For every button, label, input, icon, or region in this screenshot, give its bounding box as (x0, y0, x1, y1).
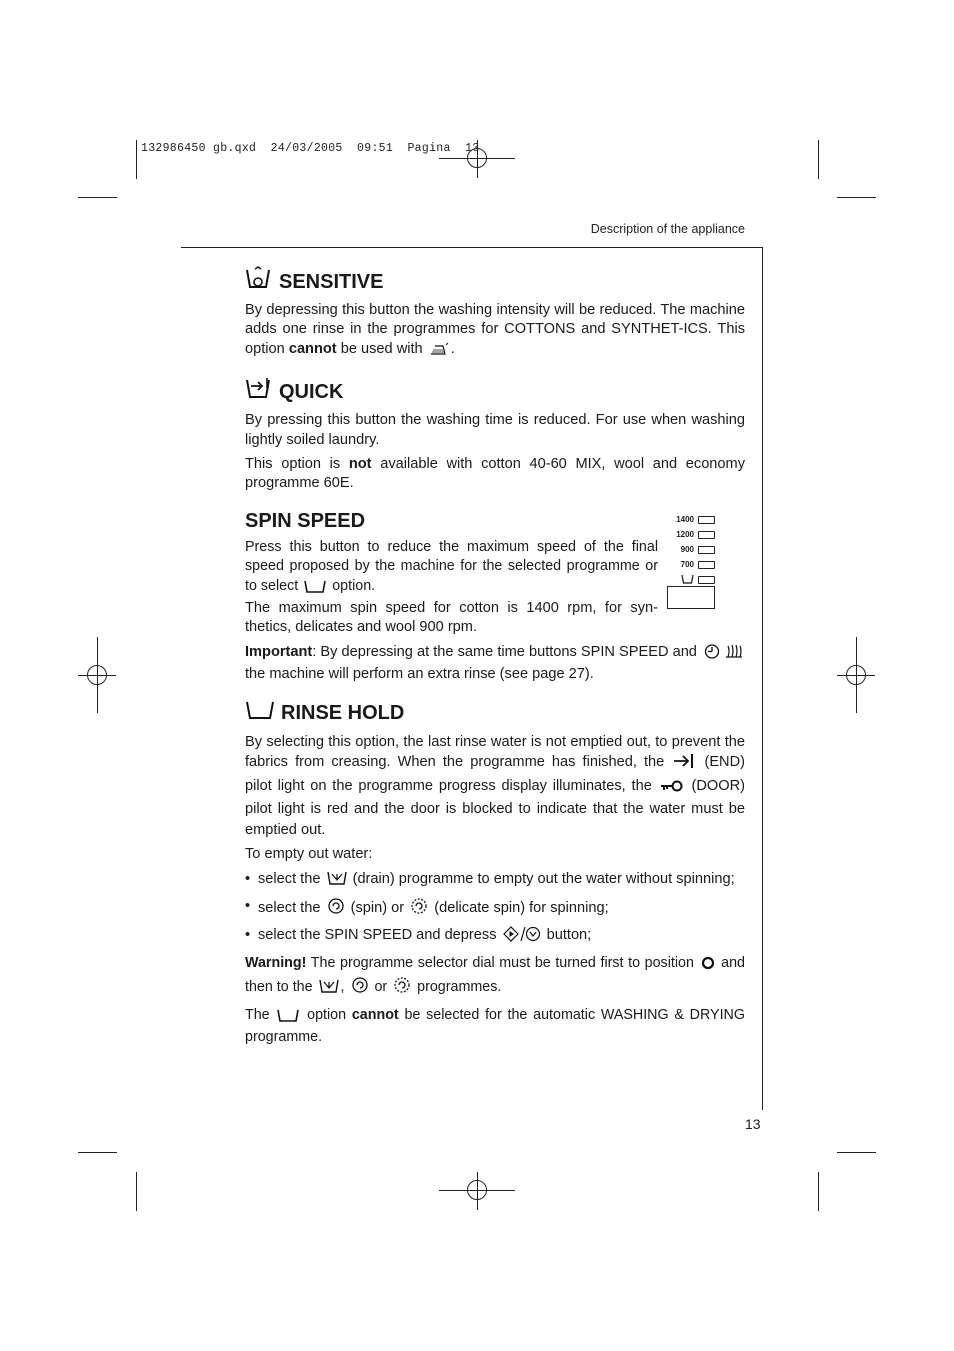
heading-text: QUICK (279, 380, 344, 403)
timer-icon (703, 643, 721, 665)
drain-icon (327, 870, 347, 892)
registration-circle (846, 665, 866, 685)
delicate-spin-icon (410, 897, 428, 921)
side-rule (762, 247, 763, 1110)
heading-sensitive (245, 266, 745, 297)
crop-mark (136, 140, 137, 179)
led-indicator (698, 561, 715, 569)
rinse-hold-icon (245, 699, 275, 728)
start-pause-icon (503, 926, 541, 948)
sensitive-paragraph: By depressing this button the washing intensity will be reduced. The machine adds one rinse in the programmes for COTTONS and SYNTHET-ICS. This option cannot be used with . (245, 301, 745, 362)
heading-text: RINSE HOLD (281, 702, 405, 725)
section-rinse-hold (245, 699, 745, 1048)
crop-mark (136, 1172, 137, 1211)
quick-icon (245, 376, 273, 407)
spin-speed-button[interactable] (667, 586, 715, 609)
heading-text: SPIN SPEED (245, 509, 366, 532)
ironing-icon (429, 342, 449, 362)
spin-led-row: 900 (663, 542, 723, 557)
section-sensitive (245, 266, 745, 362)
content-column (245, 266, 745, 1061)
rinse-hold-icon (681, 574, 694, 586)
rinse-last-paragraph: The option cannot be selected for the automatic WASHING & DRYING programme. (245, 1006, 745, 1046)
heading-spin-speed (245, 508, 658, 534)
crop-mark (818, 140, 819, 179)
quick-paragraph-1: By pressing this button the washing time is reduced. For use when washing lightly soiled laundry. (245, 412, 745, 448)
rinse-paragraph-2: To empty out water: (245, 846, 373, 863)
end-icon (673, 753, 695, 776)
header-rule (181, 247, 763, 248)
spin-paragraph-2: The maximum spin speed for cotton is 1400 rpm, for syn-thetics, delicates and wool 900 rpm. (245, 600, 658, 636)
rinse-hold-icon (277, 1008, 299, 1028)
rinse-warning: Warning! The programme selector dial must be turned first to position and then to the , or programmes. (245, 954, 745, 1001)
spin-icon (351, 976, 369, 1000)
extra-rinse-icon (725, 643, 743, 665)
led-indicator (698, 576, 715, 584)
off-position-icon (701, 956, 715, 976)
door-key-icon (660, 779, 684, 800)
heading-text: SENSITIVE (279, 270, 384, 293)
heading-rinse-hold (245, 699, 745, 728)
led-indicator (698, 531, 715, 539)
spin-important: Important: By depressing at the same time buttons SPIN SPEED and the machine will perform an extra rinse (see page 27). (245, 643, 745, 685)
running-header: Description of the appliance (590, 222, 745, 236)
crop-mark (837, 1152, 876, 1153)
spin-led-row (663, 572, 723, 587)
led-indicator (698, 546, 715, 554)
registration-circle (467, 1180, 487, 1200)
section-quick (245, 376, 745, 494)
spin-led-row: 1400 (663, 512, 723, 527)
quick-paragraph-2: This option is not available with cotton 40-60 MIX, wool and economy programme 60E. (245, 456, 745, 492)
spin-icon (327, 897, 345, 921)
rinse-paragraph-1: By selecting this option, the last rinse water is not emptied out, to prevent the fabrics from creasing. When the programme has finished, the (END) pilot light on the programme progress display illuminates, the (DOOR) pilot light is red and the door is blocked to indicate that the water must be emptied out. (245, 733, 745, 838)
list-item: • select the SPIN SPEED and depress button; (245, 926, 745, 948)
print-slug: 132986450 gb.qxd 24/03/2005 09:51 Pagina 13 (141, 142, 480, 155)
registration-circle (87, 665, 107, 685)
crop-mark (818, 1172, 819, 1211)
heading-quick (245, 376, 745, 407)
sensitive-icon (245, 266, 273, 297)
delicate-spin-icon (393, 976, 411, 1000)
led-indicator (698, 516, 715, 524)
spin-led-row: 700 (663, 557, 723, 572)
spin-speed-panel (663, 512, 723, 587)
list-item: • select the (spin) or (delicate spin) for spinning; (245, 897, 745, 921)
drain-icon (319, 978, 339, 1000)
page-number: 13 (745, 1116, 761, 1132)
rinse-hold-icon (304, 579, 326, 599)
list-item: • select the (drain) programme to empty out the water without spinning; (245, 870, 745, 892)
crop-mark (837, 197, 876, 198)
crop-mark (78, 1152, 117, 1153)
spin-led-row: 1200 (663, 527, 723, 542)
spin-paragraph-1: Press this button to reduce the maximum speed of the final speed proposed by the machine for the selected programme or to select option. (245, 538, 658, 599)
crop-mark (78, 197, 117, 198)
